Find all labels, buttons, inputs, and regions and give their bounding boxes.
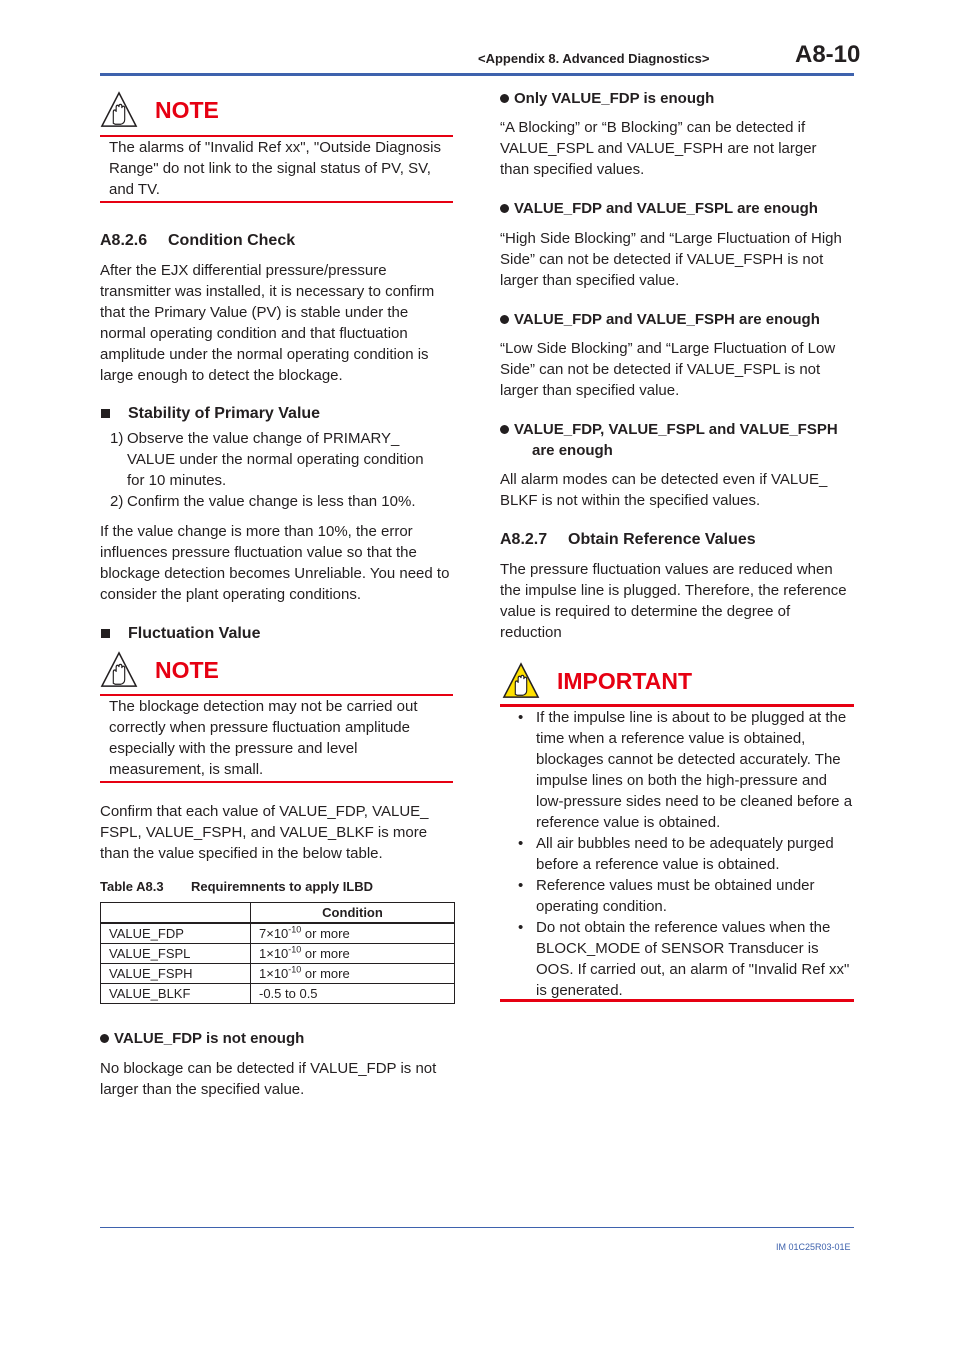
subheading-title: Fluctuation Value xyxy=(128,625,261,642)
note-header xyxy=(100,91,219,129)
case-heading: VALUE_FDP and VALUE_FSPL are enough xyxy=(500,198,818,219)
list-item: • Do not obtain the reference values when the BLOCK_MODE of SENSOR Transducer is OOS. If carried out, an alarm of "Invalid Ref xx" is generated. xyxy=(518,919,850,999)
hand-warning-icon xyxy=(100,91,138,129)
section-number: A8.2.6 xyxy=(100,232,148,249)
case-heading: VALUE_FDP and VALUE_FSPH are enough xyxy=(500,309,820,330)
round-bullet-icon xyxy=(100,1034,109,1043)
section-heading-a827 xyxy=(500,529,756,550)
round-bullet-icon xyxy=(500,425,509,434)
footer-rule xyxy=(100,1227,854,1228)
list-item: • Reference values must be obtained under operating condition. xyxy=(518,877,815,915)
case-text: “A Blocking” or “B Blocking” can be detected if VALUE_FSPL and VALUE_FSPH are not larger than specified values. xyxy=(500,119,817,178)
step-1 xyxy=(110,428,445,491)
document-id: IM 01C25R03-01E xyxy=(776,1242,851,1252)
subheading-fluctuation xyxy=(100,623,260,644)
list-item: • If the impulse line is about to be plugged at the time when a reference value is obtained, blockages cannot be detected accurately. The impulse lines on both the high-pressure and low-pressure sides need to be cleaned before a reference value is obtained. xyxy=(518,709,853,831)
table-header-row xyxy=(101,903,455,924)
round-bullet-icon xyxy=(500,94,509,103)
hand-warning-icon xyxy=(100,651,138,689)
step-number: 2) xyxy=(110,493,124,510)
table-title: Requiremnents to apply ILBD xyxy=(191,879,374,894)
section-heading-a826 xyxy=(100,230,295,251)
important-header xyxy=(502,662,692,700)
case-text: All alarm modes can be detected even if VALUE_ BLKF is not within the specified values. xyxy=(500,471,828,509)
note-title: NOTE xyxy=(155,97,219,123)
note-rule-bottom xyxy=(100,781,453,783)
note-text: The blockage detection may not be carried out correctly when pressure fluctuation amplitude especially with the pressure and level measurement, is small. xyxy=(109,698,418,778)
table-cell: VALUE_FSPL xyxy=(101,944,251,964)
table-caption xyxy=(100,876,373,897)
confirm-paragraph: Confirm that each value of VALUE_FDP, VALUE_ FSPL, VALUE_FSPH, and VALUE_BLKF is more than the value specified in the below table. xyxy=(100,803,429,862)
step-2 xyxy=(110,491,445,512)
header-rule xyxy=(100,73,854,76)
table-row xyxy=(101,944,455,964)
section-title: Condition Check xyxy=(168,232,296,249)
note-text: The alarms of "Invalid Ref xx", "Outside Diagnosis Range" do not link to the signal status of PV, SV, and TV. xyxy=(109,139,441,198)
section-number: A8.2.7 xyxy=(500,531,548,548)
case-text: No blockage can be detected if VALUE_FDP is not larger than the specified value. xyxy=(100,1060,437,1098)
table-cell: VALUE_FDP xyxy=(101,923,251,944)
table-cell: $1\times 10^{-10}$ or more xyxy=(251,944,455,964)
page-number: A8-10 xyxy=(795,41,861,68)
table-cell: VALUE_BLKF xyxy=(101,984,251,1004)
list-item: • All air bubbles need to be adequately purged before a reference value is obtained. xyxy=(518,835,834,873)
table-number: Table A8.3 xyxy=(100,879,164,894)
section-text: The pressure fluctuation values are reduced when the impulse line is plugged. Therefore, the reference value is required to determine the degree of reduction xyxy=(500,561,847,641)
subheading-title: Stability of Primary Value xyxy=(128,405,321,422)
table-header-cell: Condition xyxy=(251,903,455,924)
table-cell: $7\times 10^{-10}$ or more xyxy=(251,923,455,944)
stability-paragraph: If the value change is more than 10%, the error influences pressure fluctuation value so that the blockage detection becomes Unreliable. You need to consider the plant operating conditions. xyxy=(100,523,450,603)
note-rule-bottom xyxy=(100,201,453,203)
table-row xyxy=(101,964,455,984)
table-row xyxy=(101,984,455,1004)
running-header: <Appendix 8. Advanced Diagnostics> xyxy=(478,51,710,66)
step-text: Observe the value change of PRIMARY_ VALUE under the normal operating condition for 10 minutes. xyxy=(127,430,424,489)
section-title: Obtain Reference Values xyxy=(568,531,756,548)
case-text: “Low Side Blocking” and “Large Fluctuation of Low Side” can not be detected if VALUE_FSPL is not larger than specified value. xyxy=(500,340,836,399)
table-header-cell xyxy=(101,903,251,924)
section-intro: After the EJX differential pressure/pressure transmitter was installed, it is necessary to confirm that the Primary Value (PV) is stable under the normal operating condition and that fluctuation amplitude under the normal operating condition is large enough to detect the blockage. xyxy=(100,262,435,384)
requirements-table xyxy=(100,902,455,1004)
note-header xyxy=(100,651,219,689)
step-text: Confirm the value change is less than 10%. xyxy=(127,493,416,510)
table-cell: -0.5 to 0.5 xyxy=(251,984,455,1004)
square-bullet-icon xyxy=(101,629,110,638)
table-cell: $1\times 10^{-10}$ or more xyxy=(251,964,455,984)
subheading-stability xyxy=(100,403,320,424)
round-bullet-icon xyxy=(500,204,509,213)
round-bullet-icon xyxy=(500,315,509,324)
step-number: 1) xyxy=(110,430,124,447)
square-bullet-icon xyxy=(101,409,110,418)
case-heading: VALUE_FDP is not enough xyxy=(100,1028,304,1049)
note-title: NOTE xyxy=(155,657,219,683)
table-cell: VALUE_FSPH xyxy=(101,964,251,984)
case-heading: VALUE_FDP, VALUE_FSPL and VALUE_FSPH xyxy=(500,419,838,440)
case-text: “High Side Blocking” and “Large Fluctuation of High Side” can not be detected if VALUE_FSPH is not larger than specified value. xyxy=(500,230,842,289)
hand-warning-icon xyxy=(502,662,540,700)
important-list xyxy=(500,707,854,1001)
important-title: IMPORTANT xyxy=(557,668,693,694)
case-heading-continued: are enough xyxy=(532,442,613,459)
important-rule-bottom xyxy=(500,999,854,1002)
table-row xyxy=(101,923,455,944)
case-heading: Only VALUE_FDP is enough xyxy=(500,88,714,109)
